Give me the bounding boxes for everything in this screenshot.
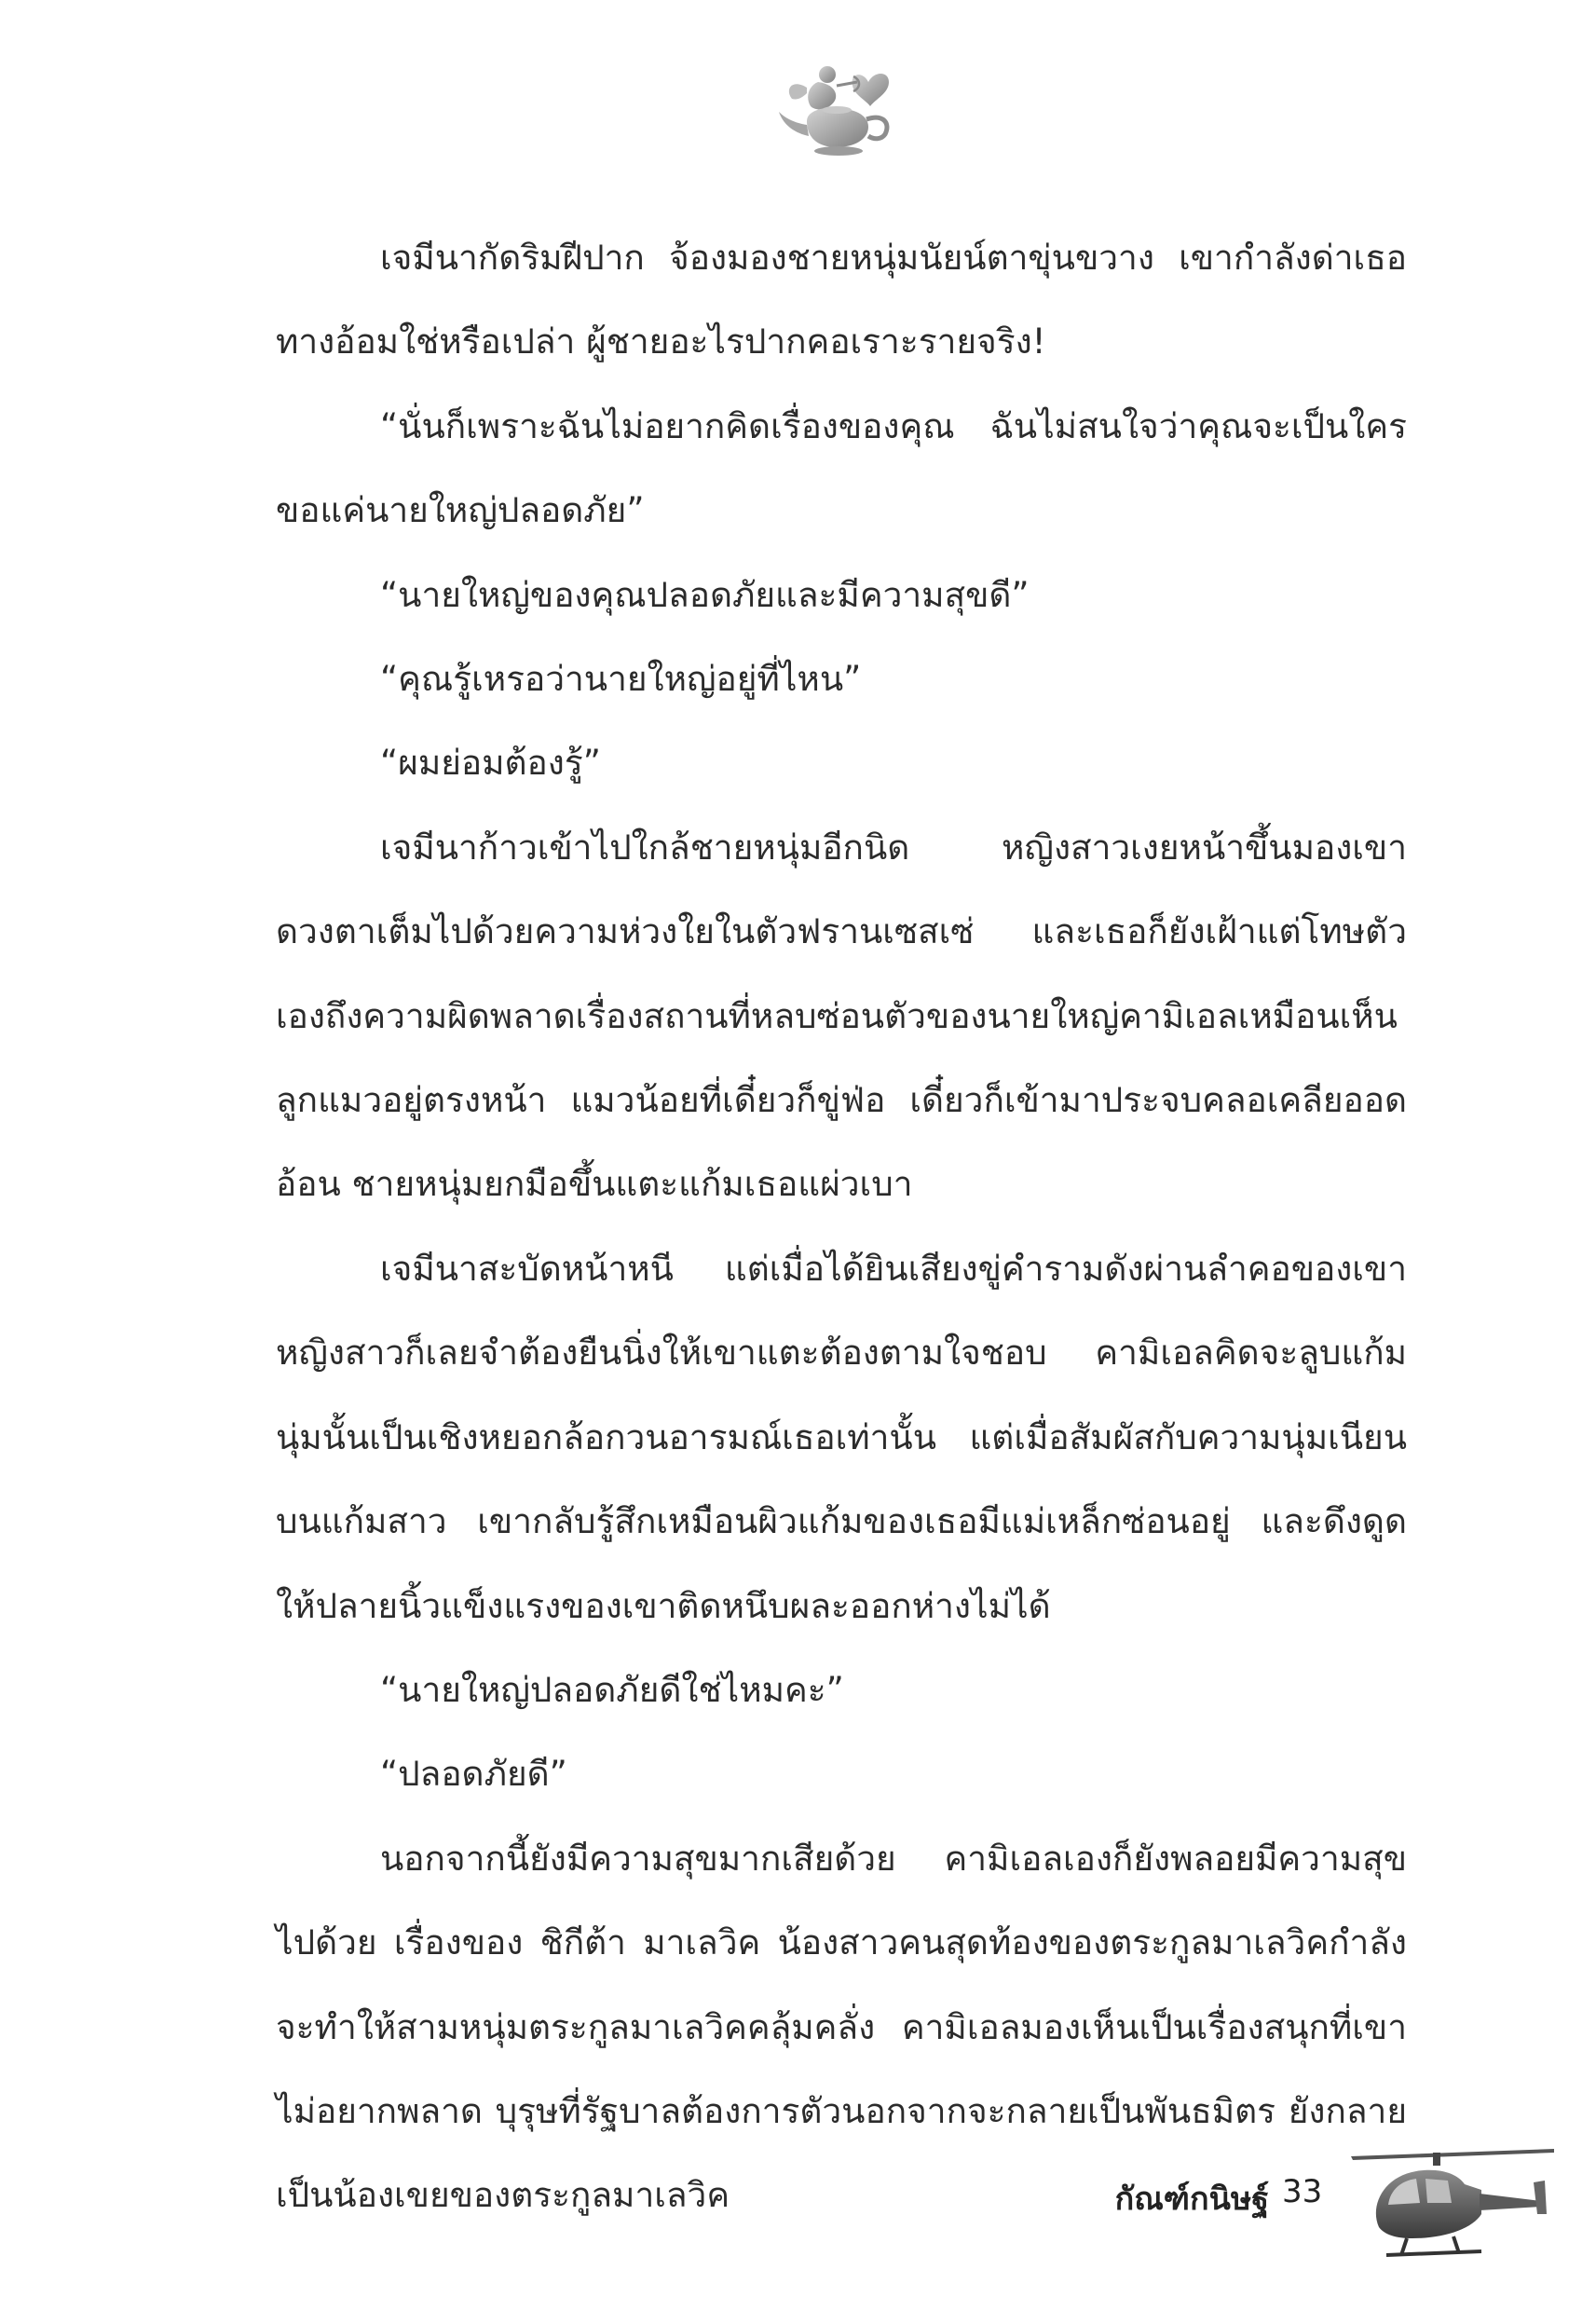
paragraph: เจมีนาสะบัดหน้าหนี แต่เมื่อได้ยินเสียงขู่คำรามดังผ่านลำคอของเขา หญิงสาวก็เลยจำต้องยืนนิ่งให้เขาแตะต้องตามใจชอบ คามิเอลคิดจะลูบแก้มนุ่มนั้นเป็นเชิงหยอกล้อกวนอารมณ์เธอเท่านั้น แต่เมื่อสัมผัสกับความนุ่มเนียนบนแก้มสาว เขากลับรู้สึกเหมือนผิวแก้มของเธอมีแม่เหล็กซ่อนอยู่ และดึงดูดให้ปลายนิ้วแข็งแรงของเขาติดหนึบผละออกห่างไม่ได้: [276, 1248, 1407, 1626]
paragraph: นอกจากนี้ยังมีความสุขมากเสียด้วย คามิเอลเองก็ยังพลอยมีความสุขไปด้วย เรื่องของ ชิกีต้า มาเลวิค น้องสาวคนสุดท้องของตระกูลมาเลวิคกำลังจะทำให้สามหนุ่มตระกูลมาเลวิคคลุ้มคลั่ง คามิเอลมองเห็นเป็นเรื่องสนุกที่เขาไม่อยากพลาด บุรุษที่รัฐบาลต้องการตัวนอกจากจะกลายเป็นพันธมิตร ยังกลายเป็นน้องเขยของตระกูลมาเลวิค: [276, 1838, 1407, 2216]
body-text: [276, 216, 1407, 2238]
page-footer: [1071, 2125, 1556, 2274]
paragraph: เจมีนาก้าวเข้าไปใกล้ชายหนุ่มอีกนิด หญิงสาวเงยหน้าขึ้นมองเขาดวงตาเต็มไปด้วยความห่วงใยในตัวฟรานเซสเซ่ และเธอก็ยังเฝ้าแต่โทษตัวเองถึงความผิดพลาดเรื่องสถานที่หลบซ่อนตัวของนายใหญ่คามิเอลเหมือนเห็นลูกแมวอยู่ตรงหน้า แมวน้อยที่เดี๋ยวก็ขู่ฟ่อ เดี๋ยวก็เข้ามาประจบคลอเคลียออดอ้อน ชายหนุ่มยกมือขึ้นแตะแก้มเธอแผ่วเบา: [276, 827, 1407, 1205]
paragraph: “นั่นก็เพราะฉันไม่อยากคิดเรื่องของคุณ ฉันไม่สนใจว่าคุณจะเป็นใคร ขอแค่นายใหญ่ปลอดภัย”: [276, 405, 1407, 531]
page-number: 33: [1282, 2173, 1323, 2210]
paragraph: เจมีนากัดริมฝีปาก จ้องมองชายหนุ่มนัยน์ตาขุ่นขวาง เขากำลังด่าเธอทางอ้อมใช่หรือเปล่า ผู้ชายอะไรปากคอเราะรายจริง!: [276, 238, 1407, 362]
paragraph: “นายใหญ่ปลอดภัยดีใช่ไหมคะ”: [380, 1669, 844, 1710]
cupid-teapot-ornament-icon: [764, 54, 913, 166]
paragraph: “ผมย่อมต้องรู้”: [380, 743, 601, 784]
paragraph: “คุณรู้เหรอว่านายใหญ่อยู่ที่ไหน”: [380, 659, 862, 700]
book-title: กัณฑ์กนิษฐ์: [1114, 2181, 1269, 2218]
helicopter-icon: [1342, 2125, 1556, 2274]
paragraph: “นายใหญ่ของคุณปลอดภัยและมีความสุขดี”: [380, 574, 1030, 615]
paragraph: “ปลอดภัยดี”: [380, 1754, 567, 1795]
